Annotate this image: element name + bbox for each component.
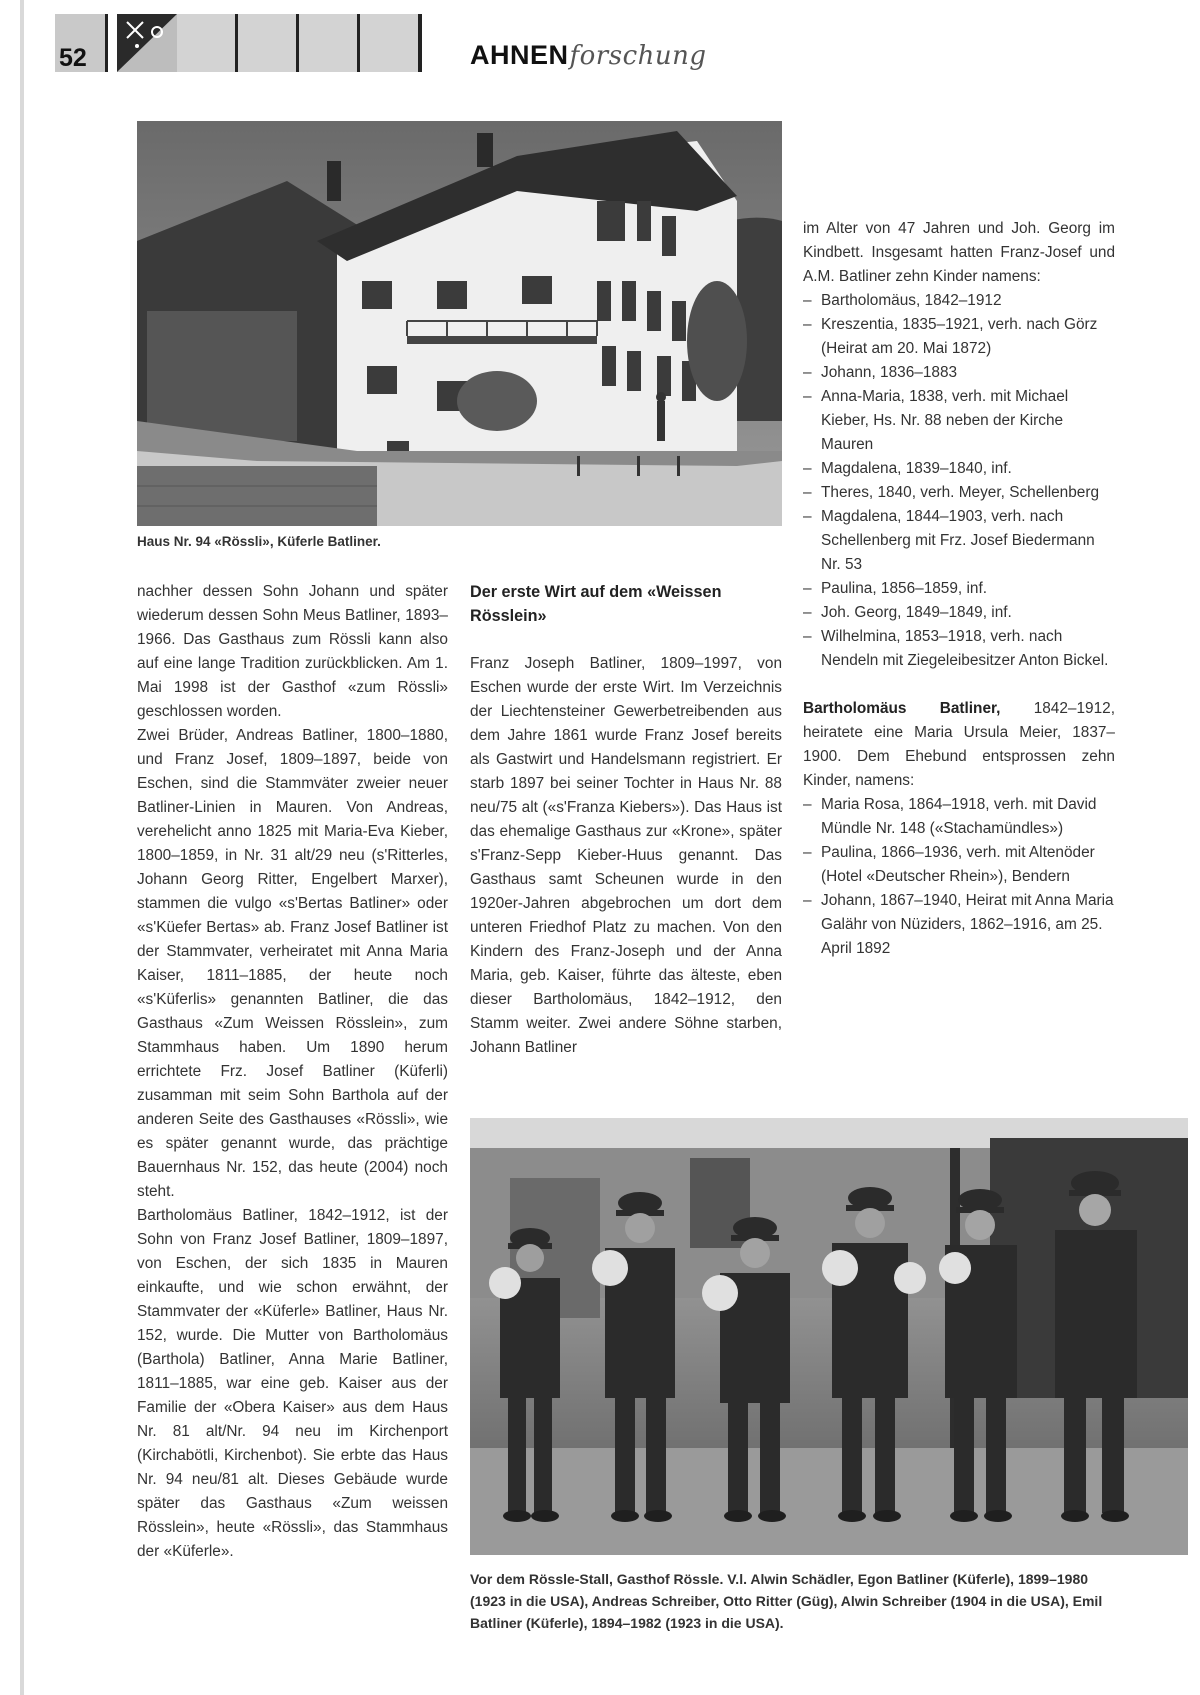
text-column-3	[803, 217, 1115, 961]
list-item: – Paulina, 1866–1936, verh. mit Altenöder (Hotel «Deutscher Rhein»), Bendern	[803, 841, 1115, 889]
list-item: – Johann, 1867–1940, Heirat mit Anna Maria Galähr von Nüziders, 1862–1916, am 25. April 1892	[803, 889, 1115, 961]
photo-house-roessli	[137, 121, 782, 526]
paragraph-text: 1842–1912, heiratete eine Maria Ursula Meier, 1837–1900. Dem Ehebund entsprossen zehn Kinder, namens:	[803, 700, 1116, 789]
header-bar	[238, 14, 299, 72]
section-heading: Der erste Wirt auf dem «Weissen Rösslein»	[470, 583, 722, 625]
list-item: – Paulina, 1856–1859, inf.	[803, 577, 1115, 601]
children-list	[803, 289, 1115, 673]
paragraph: Franz Joseph Batliner, 1809–1997, von Eschen wurde der erste Wirt. Im Verzeichnis der Liechtensteiner Gewerbetreibenden aus dem Jahre 1861 wurde Franz Josef bereits als Gastwirt und Handelsmann registriert. Er starb 1897 bei seiner Tochter in Haus Nr. 88 neu/75 alt («s'Franza Kiebers»). Das Haus ist das ehemalige Gasthaus zur «Krone», später s'Franz-Sepp Kieber-Huus genannt. Das Gasthaus samt Scheunen wurde in den 1920er-Jahren abgebrochen um dort dem unteren Friedhof Platz zu machen. Von den Kindern des Franz-Joseph und der Anna Maria, geb. Kaiser, führte das älteste, eben dieser Bartholomäus, 1842–1912, den Stamm weiter. Zwei andere Söhne starben, Johann Batliner	[470, 655, 782, 1056]
paragraph	[803, 697, 1115, 793]
list-item: – Maria Rosa, 1864–1918, verh. mit David Mündle Nr. 148 («Stachamündles»)	[803, 793, 1115, 841]
list-item: – Magdalena, 1839–1840, inf.	[803, 457, 1115, 481]
text-column-1	[137, 580, 448, 1564]
paragraph: Bartholomäus Batliner, 1842–1912, ist der Sohn von Franz Josef Batliner, 1809–1897, von Eschen, der sich 1835 in Mauren einkaufte, und wie schon erwähnt, der Stammvater der «Küferle» Batliner, Haus Nr. 152, wurde. Die Mutter von Bartholomäus (Barthola) Batliner, Anna Marie Batliner, 1811–1885, war eine geb. Kaiser aus der Familie der «Obera Kaiser» aus dem Haus Nr. 81 alt/Nr. 94 neu im Kirchenport (Kirchabötli, Kirchenbot). Sie erbte das Haus Nr. 94 neu/81 alt. Dieses Gebäude wurde später das Gasthaus «Zum weissen Rösslein», heute «Rössli», das Stammhaus der «Küferle».	[137, 1207, 448, 1560]
series-title-script: forschung	[569, 41, 707, 71]
list-item: – Bartholomäus, 1842–1912	[803, 289, 1115, 313]
list-item: – Magdalena, 1844–1903, verh. nach Schellenberg mit Frz. Josef Biedermann Nr. 53	[803, 505, 1115, 577]
header-bar	[299, 14, 360, 72]
series-title	[470, 40, 707, 71]
page-number-box	[55, 14, 108, 72]
bold-name: Bartholomäus Batliner,	[803, 700, 1001, 717]
list-item: – Kreszentia, 1835–1921, verh. nach Görz (Heirat am 20. Mai 1872)	[803, 313, 1115, 361]
list-item: – Theres, 1840, verh. Meyer, Schellenberg	[803, 481, 1115, 505]
list-item: – Johann, 1836–1883	[803, 361, 1115, 385]
photo-group-caption: Vor dem Rössle-Stall, Gasthof Rössle. V.l. Alwin Schädler, Egon Batliner (Küferle), 1899–1980 (1923 in die USA), Andreas Schreiber, Otto Ritter (Güg), Alwin Schreiber (1904 in die USA), Emil Batliner (Küferle), 1894–1982 (1923 in die USA).	[470, 1571, 1103, 1631]
series-title-bold: AHNEN	[470, 40, 569, 70]
photo-house-caption: Haus Nr. 94 «Rössli», Küferle Batliner.	[137, 534, 381, 549]
header-bar	[360, 14, 422, 72]
header-bar	[177, 14, 238, 72]
page-number: 52	[59, 44, 87, 72]
paragraph: im Alter von 47 Jahren und Joh. Georg im Kindbett. Insgesamt hatten Franz-Josef und A.M. Batliner zehn Kinder namens:	[803, 220, 1115, 285]
children-list-2	[803, 793, 1115, 961]
list-item: – Wilhelmina, 1853–1918, verh. nach Nendeln mit Ziegeleibesitzer Anton Bickel.	[803, 625, 1115, 673]
photo-group-men	[470, 1118, 1188, 1555]
list-item: – Anna-Maria, 1838, verh. mit Michael Kieber, Hs. Nr. 88 neben der Kirche Mauren	[803, 385, 1115, 457]
page-spine	[20, 0, 24, 1695]
paragraph: Zwei Brüder, Andreas Batliner, 1800–1880, und Franz Josef, 1809–1897, beide von Eschen, sind die Stammväter zweier neuer Batliner-Linien in Mauren. Von Andreas, verehelicht anno 1825 mit Maria-Eva Kieber, 1800–1859, in Nr. 31 alt/29 neu (s'Ritterles, Johann Georg Ritter, Engelbert Marxer), stammen die vulgo «s'Bertas Batliner» oder «s'Küefer Bertas» ab. Franz Josef Batliner ist der Stammvater, verheiratet mit Anna Maria Kaiser, 1811–1885, der heute noch «s'Küferlis» genannten Batliner, die das Gasthaus «Zum Weissen Rösslein», zum Stammhaus haben. Um 1890 herum errichtete Frz. Josef Batliner (Küferli) zusamman mit seim Sohn Barthola auf der anderen Seite des Gasthauses «Rössli», wie es später genannt wurde, das prächtige Bauernhaus Nr. 152, das heute (2004) noch steht.	[137, 727, 448, 1200]
list-item: – Joh. Georg, 1849–1849, inf.	[803, 601, 1115, 625]
page-header	[55, 14, 455, 76]
coat-of-arms-logo	[117, 14, 177, 72]
text-column-2	[470, 580, 782, 1060]
paragraph: nachher dessen Sohn Johann und später wiederum dessen Sohn Meus Batliner, 1893–1966. Das Gasthaus zum Rössli kann also auf eine lange Tradition zurückblicken. Am 1. Mai 1998 ist der Gasthof «zum Rössli» geschlossen worden.	[137, 583, 448, 720]
